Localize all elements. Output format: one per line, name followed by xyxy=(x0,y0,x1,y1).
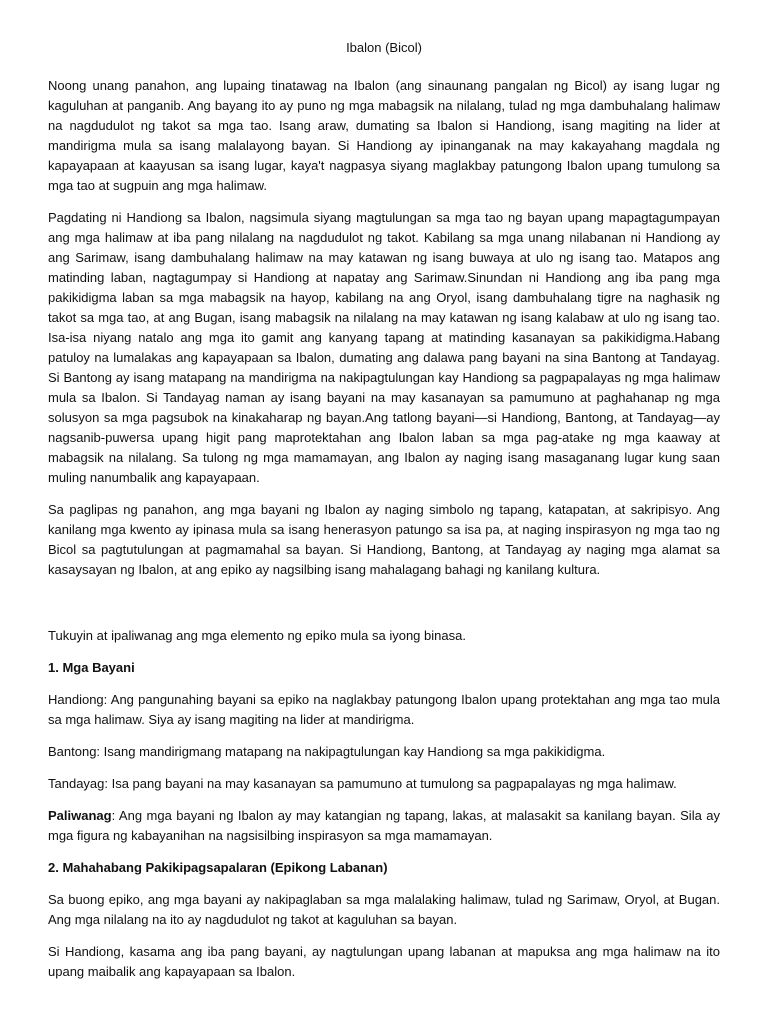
heroes-explanation xyxy=(48,806,720,846)
explanation-text: : Ang mga bayani ng Ibalon ay may katangian ng tapang, lakas, at malasakit sa kanilang bayan. Sila ay mga figura ng kabayanihan na nagsisilbing inspirasyon sa mga mamamayan. xyxy=(48,808,720,843)
section-2-heading: 2. Mahahabang Pakikipagsapalaran (Epikong Labanan) xyxy=(48,860,388,875)
hero-tandayag: Tandayag: Isa pang bayani na may kasanayan sa pamumuno at tumulong sa pagpapalayas ng mga halimaw. xyxy=(48,776,677,791)
section-gap xyxy=(48,592,720,626)
hero-handiong: Handiong: Ang pangunahing bayani sa epiko na naglakbay patungong Ibalon upang protektahan ang mga tao mula sa mga halimaw. Siya ay isang magiting na lider at mandirigma. xyxy=(48,692,720,727)
explanation-label: Paliwanag xyxy=(48,808,112,823)
section-1-heading: 1. Mga Bayani xyxy=(48,660,135,675)
document-title: Ibalon (Bicol) xyxy=(346,40,422,55)
hero-bantong: Bantong: Isang mandirigmang matapang na nakipagtulungan kay Handiong sa mga pakikidigma. xyxy=(48,744,606,759)
story-paragraph-1: Noong unang panahon, ang lupaing tinatawag na Ibalon (ang sinaunang pangalan ng Bicol) ay isang lugar ng kaguluhan at panganib. Ang bayang ito ay puno ng mga mabagsik na nilalang, tulad ng mga dambuhalang halimaw na nagdudulot ng takot sa mga tao. Isang araw, dumating sa Ibalon si Handiong, isang magiting na lider at mandirigma mula sa isang malalayong bayan. Si Handiong ay ipinanganak na may kakayahang magdala ng kapayapaan at kaayusan sa isang lugar, kaya't nagpasya siyang maglakbay patungong Ibalon upang tumulong sa mga tao at sugpuin ang mga halimaw. xyxy=(48,78,720,193)
section-2-paragraph-2: Si Handiong, kasama ang iba pang bayani, ay nagtulungan upang labanan at mapuksa ang mga halimaw na ito upang maibalik ang kapayapaan sa Ibalon. xyxy=(48,944,720,979)
story-paragraph-3: Sa paglipas ng panahon, ang mga bayani ng Ibalon ay naging simbolo ng tapang, katapatan, at sakripisyo. Ang kanilang mga kwento ay ipinasa mula sa isang henerasyon patungo sa isa pa, at naging inspirasyon ng mga tao ng Bicol sa pagtutulungan at pagmamahal sa bayan. Si Handiong, Bantong, at Tandayag ay naging mga alamat sa kasaysayan ng Ibalon, at ang epiko ay nagsilbing isang mahalagang bahagi ng kanilang kultura. xyxy=(48,502,720,577)
story-paragraph-2: Pagdating ni Handiong sa Ibalon, nagsimula siyang magtulungan sa mga tao ng bayan upang mapagtagumpayan ang mga halimaw at iba pang nilalang na nagdudulot ng takot. Kabilang sa mga unang nilabanan ni Handiong ay ang Sarimaw, isang dambuhalang halimaw na may katawan ng isang buwaya at ulo ng isang tao. Matapos ang matinding laban, nagtagumpay si Handiong at napatay ang Sarimaw.Sinundan ni Handiong ang iba pang mga pakikidigma laban sa mga mabagsik na hayop, kabilang na ang Oryol, isang dambuhalang tigre na naghasik ng takot sa mga tao, at ang Bugan, isang mabagsik na nilalang na may katawan ng isang kalabaw at ulo ng isang tao. Isa-isa niyang natalo ang mga ito gamit ang kanyang tapang at matinding kasanayan sa pakikidigma.Habang patuloy na lumalakas ang kapayapaan sa Ibalon, dumating ang dalawa pang bayani na sina Bantong at Tandayag. Si Bantong ay isang matapang na mandirigma na nakipagtulungan kay Handiong sa pagpapalayas ng mga halimaw mula sa Ibalon. Si Tandayag naman ay isang bayani na may kasanayan sa pamumuno at paghahanap ng mga solusyon sa mga pagsubok na kinakaharap ng bayan.Ang tatlong bayani—si Handiong, Bantong, at Tandayag—ay nagsanib-puwersa upang higit pang maprotektahan ang Ibalon laban sa mga pag-atake ng mga kaaway at mabagsik na nilalang. Sa tulong ng mga mamamayan, ang Ibalon ay naging isang masaganang lugar kung saan muling nanumbalik ang kapayapaan. xyxy=(48,210,720,485)
section-2-paragraph-1: Sa buong epiko, ang mga bayani ay nakipaglaban sa mga malalaking halimaw, tulad ng Sarimaw, Oryol, at Bugan. Ang mga nilalang na ito ay nagdudulot ng takot at kaguluhan sa bayan. xyxy=(48,892,720,927)
instruction-text: Tukuyin at ipaliwanag ang mga elemento ng epiko mula sa iyong binasa. xyxy=(48,628,466,643)
